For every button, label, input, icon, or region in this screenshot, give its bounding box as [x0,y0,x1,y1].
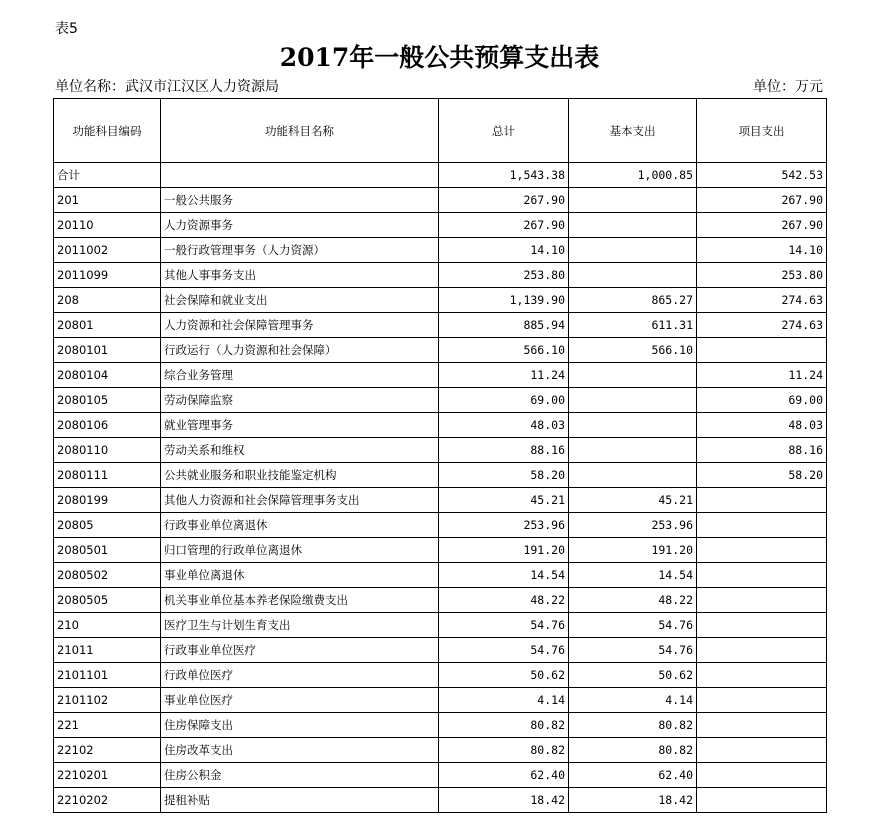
row-total-cell: 45.21 [439,488,569,513]
row-project-cell [697,563,827,588]
row-basic-cell: 45.21 [569,488,697,513]
table-row [54,438,827,463]
table-row [54,338,827,363]
row-name-cell: 其他人事事务支出 [161,263,439,288]
table-row [54,788,827,813]
row-basic-cell [569,388,697,413]
row-name-cell: 住房公积金 [161,763,439,788]
row-basic-cell: 80.82 [569,738,697,763]
row-project-cell [697,738,827,763]
row-basic-cell: 48.22 [569,588,697,613]
row-code-cell: 20801 [54,313,161,338]
organization-name: 单位名称：武汉市江汉区人力资源局 [55,79,279,95]
row-total-cell: 54.76 [439,613,569,638]
row-name-cell: 行政事业单位离退休 [161,513,439,538]
row-total-cell: 14.54 [439,563,569,588]
row-project-cell: 14.10 [697,238,827,263]
row-code-cell: 合计 [54,163,161,188]
row-total-cell: 88.16 [439,438,569,463]
row-code-cell: 208 [54,288,161,313]
row-project-cell: 253.80 [697,263,827,288]
row-basic-cell [569,213,697,238]
budget-expenditure-table [53,98,827,813]
table-row [54,613,827,638]
table-row [54,313,827,338]
row-project-cell: 274.63 [697,313,827,338]
row-project-cell [697,538,827,563]
row-total-cell: 14.10 [439,238,569,263]
row-basic-cell [569,463,697,488]
row-code-cell: 22102 [54,738,161,763]
row-code-cell: 2080111 [54,463,161,488]
row-basic-cell: 611.31 [569,313,697,338]
row-name-cell: 其他人力资源和社会保障管理事务支出 [161,488,439,513]
row-name-cell: 住房保障支出 [161,713,439,738]
row-code-cell: 2101102 [54,688,161,713]
row-total-cell: 566.10 [439,338,569,363]
row-total-cell: 253.80 [439,263,569,288]
table-row [54,363,827,388]
row-total-cell: 69.00 [439,388,569,413]
row-code-cell: 221 [54,713,161,738]
row-basic-cell: 1,000.85 [569,163,697,188]
row-basic-cell: 191.20 [569,538,697,563]
row-code-cell: 2210202 [54,788,161,813]
row-project-cell: 88.16 [697,438,827,463]
row-project-cell [697,588,827,613]
row-basic-cell: 4.14 [569,688,697,713]
row-total-cell: 54.76 [439,638,569,663]
row-name-cell: 归口管理的行政单位离退休 [161,538,439,563]
row-project-cell: 267.90 [697,213,827,238]
row-total-cell: 1,543.38 [439,163,569,188]
header-row [54,99,827,163]
table-row [54,563,827,588]
row-name-cell: 行政单位医疗 [161,663,439,688]
row-code-cell: 2080199 [54,488,161,513]
row-name-cell: 提租补贴 [161,788,439,813]
row-project-cell: 48.03 [697,413,827,438]
header-total: 总计 [439,99,569,163]
row-code-cell: 2080105 [54,388,161,413]
row-code-cell: 2210201 [54,763,161,788]
row-project-cell [697,663,827,688]
row-basic-cell: 62.40 [569,763,697,788]
row-basic-cell [569,238,697,263]
row-basic-cell: 54.76 [569,613,697,638]
table-row [54,188,827,213]
row-name-cell: 事业单位离退休 [161,563,439,588]
row-total-cell: 885.94 [439,313,569,338]
row-name-cell: 社会保障和就业支出 [161,288,439,313]
row-project-cell [697,638,827,663]
table-row [54,488,827,513]
row-total-cell: 1,139.90 [439,288,569,313]
row-name-cell: 劳动关系和维权 [161,438,439,463]
row-name-cell: 就业管理事务 [161,413,439,438]
row-code-cell: 2080505 [54,588,161,613]
table-row [54,238,827,263]
row-code-cell: 21011 [54,638,161,663]
table-row [54,588,827,613]
table-row [54,763,827,788]
row-total-cell: 80.82 [439,713,569,738]
row-code-cell: 2080101 [54,338,161,363]
row-project-cell: 267.90 [697,188,827,213]
row-code-cell: 20110 [54,213,161,238]
table-row [54,263,827,288]
row-code-cell: 2101101 [54,663,161,688]
row-project-cell [697,338,827,363]
row-total-cell: 253.96 [439,513,569,538]
row-name-cell: 劳动保障监察 [161,388,439,413]
row-basic-cell: 566.10 [569,338,697,363]
row-basic-cell [569,263,697,288]
header-code: 功能科目编码 [54,99,161,163]
table-row [54,388,827,413]
row-name-cell: 机关事业单位基本养老保险缴费支出 [161,588,439,613]
row-project-cell [697,688,827,713]
row-basic-cell: 50.62 [569,663,697,688]
unit-label: 单位：万元 [753,79,823,95]
row-name-cell: 一般公共服务 [161,188,439,213]
row-basic-cell: 54.76 [569,638,697,663]
row-code-cell: 2080501 [54,538,161,563]
row-basic-cell: 865.27 [569,288,697,313]
row-total-cell: 4.14 [439,688,569,713]
row-code-cell: 201 [54,188,161,213]
row-code-cell: 2080104 [54,363,161,388]
row-name-cell: 行政运行（人力资源和社会保障） [161,338,439,363]
table-row [54,463,827,488]
row-basic-cell: 14.54 [569,563,697,588]
row-project-cell: 69.00 [697,388,827,413]
row-total-cell: 62.40 [439,763,569,788]
row-name-cell: 人力资源事务 [161,213,439,238]
table-row [54,688,827,713]
row-basic-cell [569,413,697,438]
row-project-cell: 542.53 [697,163,827,188]
row-basic-cell [569,438,697,463]
table-row [54,713,827,738]
row-basic-cell: 18.42 [569,788,697,813]
table-row [54,213,827,238]
row-total-cell: 267.90 [439,213,569,238]
row-code-cell: 2080502 [54,563,161,588]
row-code-cell: 2080110 [54,438,161,463]
row-project-cell [697,788,827,813]
header-name: 功能科目名称 [161,99,439,163]
row-project-cell: 58.20 [697,463,827,488]
table-row [54,513,827,538]
row-total-cell: 50.62 [439,663,569,688]
row-name-cell: 行政事业单位医疗 [161,638,439,663]
row-total-cell: 80.82 [439,738,569,763]
row-total-cell: 48.22 [439,588,569,613]
row-name-cell: 人力资源和社会保障管理事务 [161,313,439,338]
table-row [54,663,827,688]
row-basic-cell [569,188,697,213]
row-project-cell [697,763,827,788]
row-project-cell [697,488,827,513]
row-name-cell: 住房改革支出 [161,738,439,763]
table-number-label: 表5 [55,21,78,37]
row-code-cell: 210 [54,613,161,638]
row-basic-cell: 253.96 [569,513,697,538]
page-title: 2017年一般公共预算支出表 [279,43,600,72]
table-row [54,288,827,313]
row-name-cell: 综合业务管理 [161,363,439,388]
row-total-cell: 58.20 [439,463,569,488]
row-total-cell: 191.20 [439,538,569,563]
row-name-cell: 一般行政管理事务（人力资源） [161,238,439,263]
row-project-cell: 11.24 [697,363,827,388]
row-basic-cell [569,363,697,388]
table-row [54,738,827,763]
row-project-cell [697,713,827,738]
row-name-cell: 医疗卫生与计划生育支出 [161,613,439,638]
row-name-cell: 事业单位医疗 [161,688,439,713]
row-code-cell: 2011099 [54,263,161,288]
row-name-cell: 公共就业服务和职业技能鉴定机构 [161,463,439,488]
row-code-cell: 2080106 [54,413,161,438]
header-project: 项目支出 [697,99,827,163]
header-basic: 基本支出 [569,99,697,163]
row-code-cell: 20805 [54,513,161,538]
row-total-cell: 18.42 [439,788,569,813]
row-project-cell [697,613,827,638]
row-total-cell: 11.24 [439,363,569,388]
row-total-cell: 48.03 [439,413,569,438]
row-basic-cell: 80.82 [569,713,697,738]
row-code-cell: 2011002 [54,238,161,263]
row-total-cell: 267.90 [439,188,569,213]
table-row [54,413,827,438]
row-name-cell [161,163,439,188]
row-project-cell: 274.63 [697,288,827,313]
table-row [54,163,827,188]
table-row [54,638,827,663]
table-row [54,538,827,563]
row-project-cell [697,513,827,538]
